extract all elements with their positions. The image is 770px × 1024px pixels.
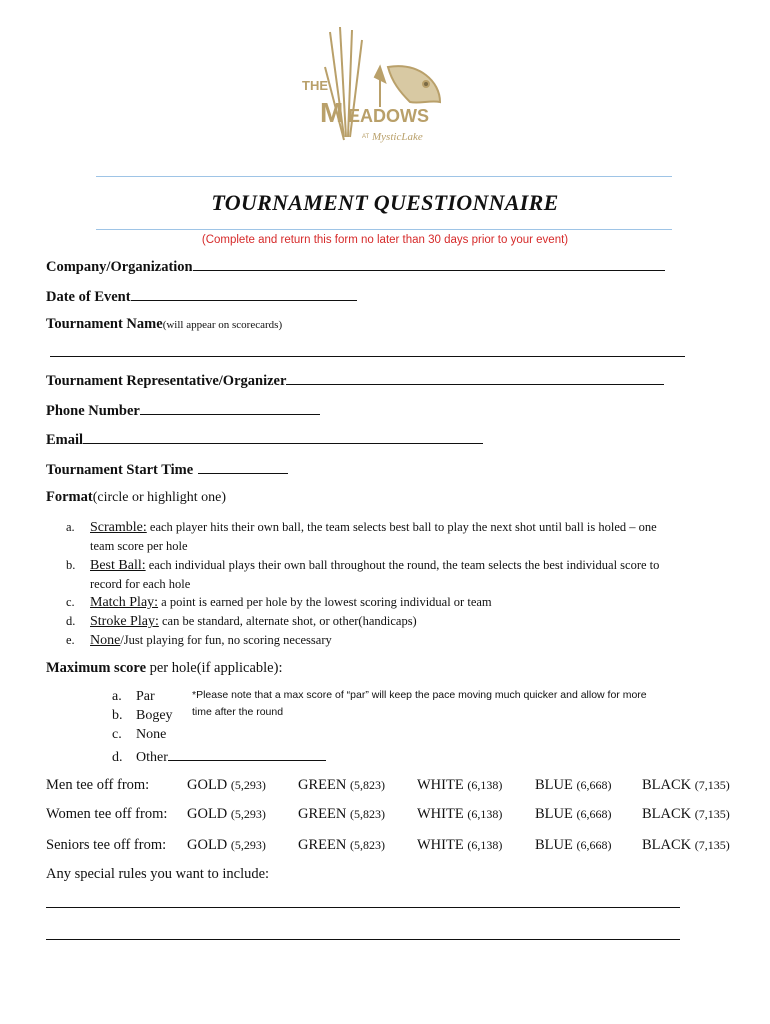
option-desc: /Just playing for fun, no scoring necessary bbox=[120, 633, 332, 647]
svg-text:EADOWS: EADOWS bbox=[348, 106, 429, 126]
format-option-scramble[interactable] bbox=[66, 518, 726, 556]
svg-text:MysticLake: MysticLake bbox=[372, 131, 423, 143]
option-term: None bbox=[90, 633, 121, 648]
max-score-label: Maximum score bbox=[46, 660, 146, 676]
phone-field bbox=[46, 400, 320, 420]
option-desc: each individual plays their own ball throughout the round, the team selects the best individual score to bbox=[145, 558, 660, 572]
max-score-heading bbox=[46, 660, 282, 677]
option-letter: c. bbox=[112, 727, 122, 742]
header-divider-top bbox=[96, 176, 672, 177]
option-text: None bbox=[136, 727, 167, 742]
tee-option-gold[interactable]: GOLD (5,293) bbox=[187, 806, 266, 822]
tee-option-blue[interactable]: BLUE (6,668) bbox=[535, 777, 612, 793]
max-score-option-par[interactable] bbox=[112, 689, 155, 705]
option-letter: a. bbox=[66, 520, 75, 534]
company-field bbox=[46, 256, 665, 276]
footnote-line-2: time after the round bbox=[192, 706, 284, 718]
option-letter: a. bbox=[112, 689, 122, 704]
email-field bbox=[46, 429, 483, 449]
svg-text:AT: AT bbox=[362, 134, 370, 140]
representative-input-line[interactable] bbox=[286, 370, 664, 385]
option-letter: b. bbox=[112, 708, 123, 723]
date-label: Date of Event bbox=[46, 289, 131, 305]
svg-text:M: M bbox=[320, 97, 344, 128]
special-rules-label: Any special rules you want to include: bbox=[46, 866, 270, 882]
option-term: Stroke Play: bbox=[90, 614, 159, 629]
format-option-best-ball[interactable] bbox=[66, 556, 726, 594]
start-time-input-line[interactable] bbox=[198, 459, 288, 474]
other-input-line[interactable] bbox=[168, 746, 326, 761]
tee-option-white[interactable]: WHITE (6,138) bbox=[417, 777, 503, 793]
tee-option-black[interactable]: BLACK (7,135) bbox=[642, 777, 730, 793]
tee-option-black[interactable]: BLACK (7,135) bbox=[642, 806, 730, 822]
start-time-field bbox=[46, 459, 288, 479]
tournament-name-note: (will appear on scorecards) bbox=[162, 319, 283, 331]
meadows-logo bbox=[300, 22, 450, 152]
email-label: Email bbox=[46, 432, 84, 448]
tee-row-label: Women tee off from: bbox=[46, 806, 168, 822]
phone-input-line[interactable] bbox=[140, 400, 320, 415]
option-letter: c. bbox=[66, 595, 75, 609]
tee-option-green[interactable]: GREEN (5,823) bbox=[298, 837, 385, 853]
representative-label: Tournament Representative/Organizer bbox=[46, 373, 287, 389]
tee-option-white[interactable]: WHITE (6,138) bbox=[417, 806, 503, 822]
option-term: Match Play: bbox=[90, 595, 159, 610]
company-input-line[interactable] bbox=[193, 256, 665, 271]
phone-label: Phone Number bbox=[46, 403, 140, 419]
header-divider-bottom bbox=[96, 229, 672, 230]
tee-option-green[interactable]: GREEN (5,823) bbox=[298, 777, 385, 793]
option-desc-cont: record for each hole bbox=[90, 577, 191, 591]
option-letter: e. bbox=[66, 633, 75, 647]
svg-text:THE: THE bbox=[302, 78, 328, 93]
option-letter: d. bbox=[112, 750, 123, 765]
tee-option-gold[interactable]: GOLD (5,293) bbox=[187, 837, 266, 853]
option-text: Bogey bbox=[136, 708, 173, 723]
max-score-option-none[interactable] bbox=[112, 727, 166, 743]
option-desc: a point is earned per hole by the lowest scoring individual or team bbox=[158, 595, 492, 609]
tournament-name-input-line[interactable] bbox=[50, 356, 685, 357]
special-rules-line-2[interactable] bbox=[46, 939, 680, 940]
option-desc: each player hits their own ball, the team selects best ball to play the next shot until ball is holed – one bbox=[146, 520, 657, 534]
footnote-line-1: *Please note that a max score of “par” will keep the pace moving much quicker and allow for more bbox=[192, 689, 647, 701]
date-input-line[interactable] bbox=[131, 286, 357, 301]
tee-row-label: Men tee off from: bbox=[46, 777, 150, 793]
option-letter: b. bbox=[66, 558, 76, 572]
tee-option-white[interactable]: WHITE (6,138) bbox=[417, 837, 503, 853]
max-score-option-other[interactable] bbox=[112, 746, 326, 766]
option-text: Par bbox=[136, 689, 155, 704]
representative-field bbox=[46, 370, 664, 390]
max-score-footnote bbox=[192, 687, 712, 721]
option-desc-cont: team score per hole bbox=[90, 539, 188, 553]
format-heading bbox=[46, 489, 226, 506]
tee-row-label: Seniors tee off from: bbox=[46, 837, 167, 853]
max-score-note: per hole(if applicable): bbox=[146, 660, 283, 676]
email-input-line[interactable] bbox=[83, 429, 483, 444]
tee-option-green[interactable]: GREEN (5,823) bbox=[298, 806, 385, 822]
option-term: Scramble: bbox=[90, 520, 147, 535]
tee-option-gold[interactable]: GOLD (5,293) bbox=[187, 777, 266, 793]
option-text: Other bbox=[136, 750, 168, 765]
date-field bbox=[46, 286, 357, 306]
format-label: Format bbox=[46, 489, 93, 505]
tee-option-black[interactable]: BLACK (7,135) bbox=[642, 837, 730, 853]
tournament-name-label: Tournament Name bbox=[46, 316, 163, 332]
page-title: TOURNAMENT QUESTIONNAIRE bbox=[211, 190, 559, 215]
company-label: Company/Organization bbox=[46, 259, 193, 275]
format-option-none[interactable] bbox=[66, 631, 726, 650]
format-option-stroke-play[interactable] bbox=[66, 612, 726, 631]
option-term: Best Ball: bbox=[90, 558, 146, 573]
special-rules-line-1[interactable] bbox=[46, 907, 680, 908]
start-time-label: Tournament Start Time bbox=[46, 462, 194, 478]
tournament-name-field bbox=[46, 316, 282, 333]
format-note: (circle or highlight one) bbox=[92, 490, 227, 505]
format-option-match-play[interactable] bbox=[66, 593, 726, 612]
tee-option-blue[interactable]: BLUE (6,668) bbox=[535, 806, 612, 822]
option-desc: can be standard, alternate shot, or other(handicaps) bbox=[158, 614, 417, 628]
page-subtitle: (Complete and return this form no later than 30 days prior to your event) bbox=[201, 234, 569, 246]
option-letter: d. bbox=[66, 614, 76, 628]
tee-option-blue[interactable]: BLUE (6,668) bbox=[535, 837, 612, 853]
max-score-option-bogey[interactable] bbox=[112, 708, 173, 724]
